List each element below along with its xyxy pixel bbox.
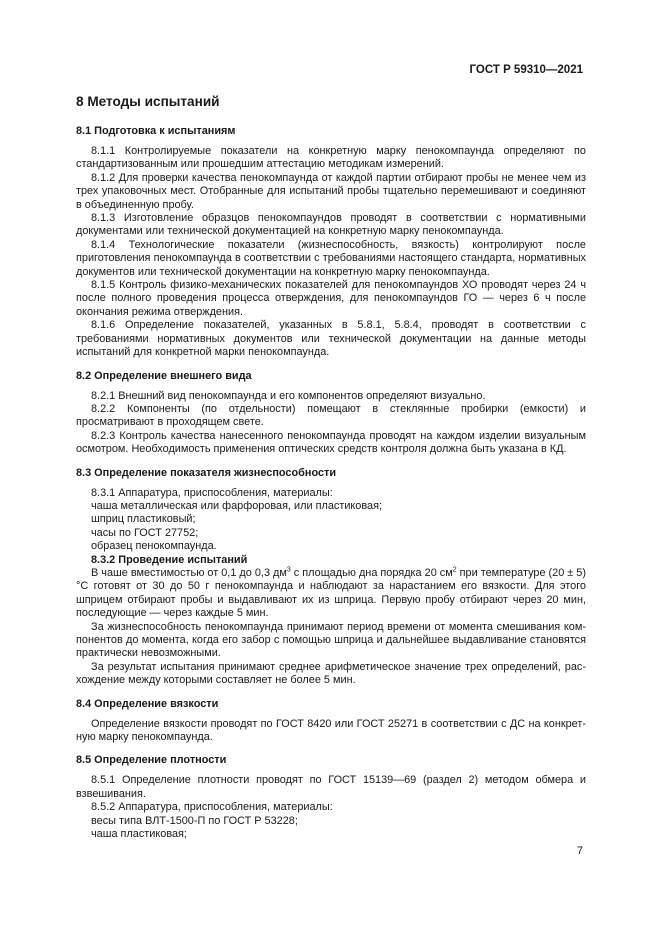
paragraph-8-2-1: 8.2.1 Внешний вид пенокомпаунда и его компонентов определяют визуально. (91, 389, 486, 402)
subsection-8-3-2-title: 8.3.2 Проведение испытаний (91, 553, 248, 566)
list-item: часы по ГОСТ 27752; (91, 526, 199, 539)
paragraph-8-1-4: 8.1.4 Технологические показатели (жизнеспособность, вязкость) контролируют после приготовления пенокомпаунда в соответствии с требованиями настоящего стандарта, нормативных документов или технической документации на конкретную марку пенокомпаунда. (76, 238, 586, 278)
paragraph-8-5-2: 8.5.2 Аппаратура, приспособления, материалы: (91, 801, 333, 814)
paragraph-8-1-1: 8.1.1 Контролируемые показатели на конкретную марку пенокомпаунда определяют по стандартизованным или прошедшим аттестацию методикам измерений. (76, 145, 586, 171)
superscript: 3 (286, 566, 291, 574)
paragraph-8-4: Определение вязкости проводят по ГОСТ 8420 или ГОСТ 25271 в соответствии с ДС на конкретную марку пенокомпаунда. (76, 717, 586, 744)
list-item: шприц пластиковый; (91, 513, 196, 526)
subsection-8-2-title: 8.2 Определение внешнего вида (76, 369, 252, 382)
paragraph-8-2-2: 8.2.2 Компоненты (по отдельности) помещают в стеклянные пробирки (емкости) и просматривают в проходящем свете. (76, 402, 586, 429)
list-item: чаша металлическая или фарфоровая, или пластиковая; (91, 499, 382, 512)
subsection-8-5-title: 8.5 Определение плотности (76, 754, 227, 767)
paragraph-8-3-2 (76, 567, 586, 621)
text-fragment: В чаше вместимостью от 0,1 до 0,3 дм (91, 566, 287, 579)
list-item: образец пенокомпаунда. (91, 540, 217, 553)
paragraph-8-3-1: 8.3.1 Аппаратура, приспособления, материалы: (91, 486, 333, 499)
paragraph-8-5-1: 8.5.1 Определение плотности проводят по ГОСТ 15139—69 (раздел 2) методом обмера и взвешивания. (76, 774, 586, 800)
paragraph-8-1-6: 8.1.6 Определение показателей, указанных в 5.8.1, 5.8.4, проводят в соответствии с требованиями нормативных документов или технической документации на данные методы испытаний для конкретной марки пенокомпаунда. (76, 319, 586, 359)
list-item: чаша пластиковая; (91, 828, 187, 841)
standard-code: ГОСТ Р 59310—2021 (469, 64, 583, 76)
subsection-8-4-title: 8.4 Определение вязкости (76, 697, 219, 710)
list-item: весы типа ВЛТ-1500-П по ГОСТ Р 53228; (91, 814, 298, 827)
paragraph-8-1-2: 8.1.2 Для проверки качества пенокомпаунда от каждой партии отбирают пробы не менее чем из трех упаковочных мест. Отобранные для испытаний пробы тщательно перемешивают и соединяют в объединенную пробу. (76, 171, 586, 211)
paragraph-8-3-2-cont: За жизнеспособность пенокомпаунда принимают период времени от момента смешивания компонентов до момента, когда его забор с помощью шприца и дальнейшее выдавливание становятся практически невозможными. (76, 620, 586, 660)
superscript: 2 (452, 566, 457, 574)
paragraph-8-3-2-result: За результат испытания принимают среднее арифметическое значение трех определений, расхождение между которыми составляет не более 5 мин. (76, 660, 586, 687)
page-content (76, 94, 586, 841)
paragraph-8-2-3: 8.2.3 Контроль качества нанесенного пенокомпаунда проводят на каждом изделии визуальным осмотром. Необходимость применения оптических средств контроля должна быть указана в КД. (76, 429, 586, 456)
section-title: 8 Методы испытаний (76, 94, 220, 109)
paragraph-8-1-5: 8.1.5 Контроль физико-механических показателей для пенокомпаундов ХО проводят через 24 ч после полного проведения процесса отверждения, для пенокомпаундов ГО — через 6 ч после окончания режима отверждения. (76, 279, 586, 318)
text-fragment: при температуре (20 ± 5) °С готовят от 30 до 50 г пенокомпаунда и наблюдают за нарастанием его вязкости. Для этого шприцем отбирают пробы и выдавливают их из шприца. Первую пробу отбирают через 20 мин, последующие — через каждые 5 мин. (76, 566, 586, 620)
paragraph-8-1-3: 8.1.3 Изготовление образцов пенокомпаундов проводят в соответствии с нормативными документами или технической документацией на конкретную марку пенокомпаунда. (76, 212, 586, 238)
subsection-8-3-title: 8.3 Определение показателя жизнеспособности (76, 466, 337, 479)
text-fragment: с площадью дна порядка 20 см (290, 566, 453, 579)
page-number: 7 (576, 845, 583, 857)
subsection-8-1-title: 8.1 Подготовка к испытаниям (76, 125, 236, 137)
